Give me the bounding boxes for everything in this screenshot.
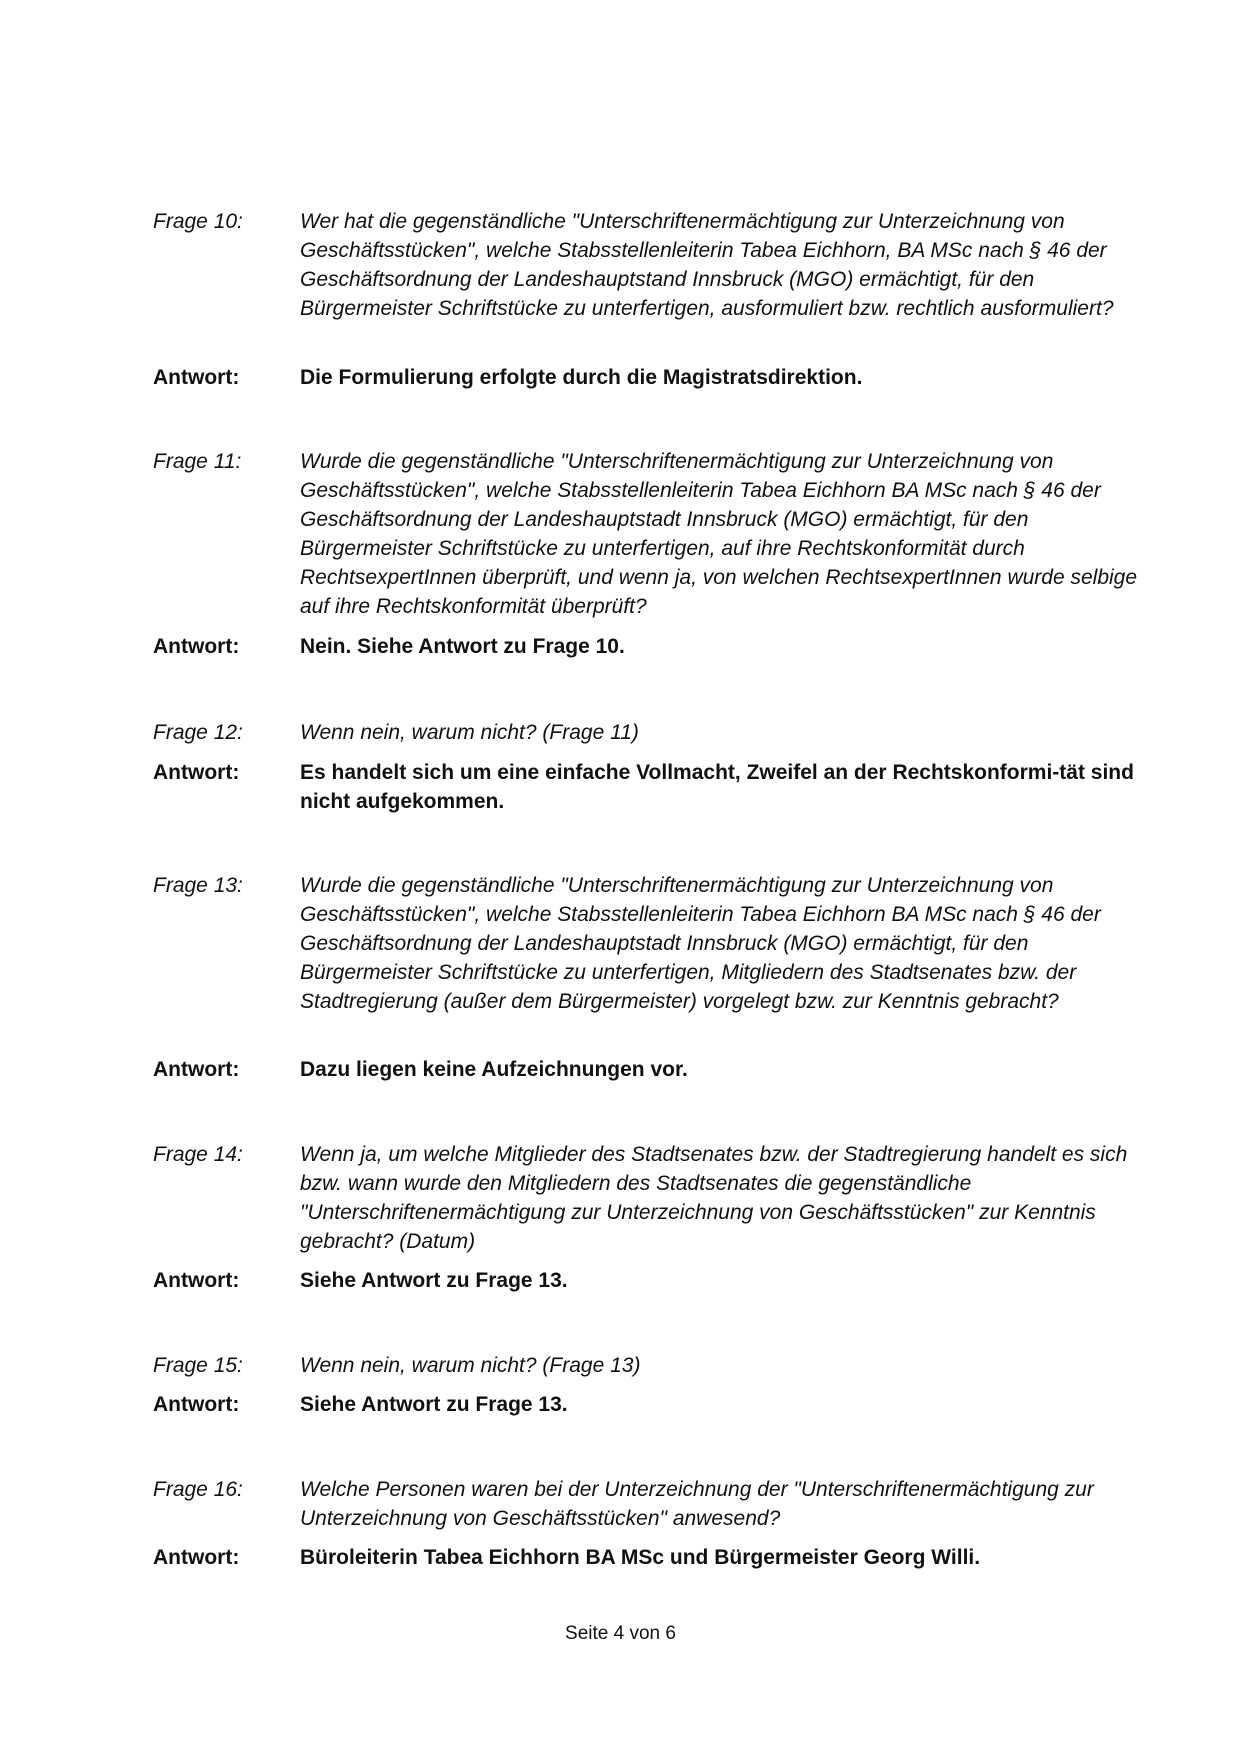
question-label: Frage 16: bbox=[153, 1478, 243, 1501]
answer-label: Antwort: bbox=[153, 635, 240, 658]
question-row-14 bbox=[153, 1140, 1143, 1256]
page-number: Seite 4 von 6 bbox=[565, 1623, 676, 1644]
answer-label: Antwort: bbox=[153, 1393, 240, 1416]
answer-row-13 bbox=[153, 1055, 1143, 1084]
answer-row-14 bbox=[153, 1266, 1143, 1295]
answer-text: Siehe Antwort zu Frage 13. bbox=[300, 1393, 568, 1416]
question-row-10 bbox=[153, 207, 1143, 323]
question-row-13 bbox=[153, 871, 1143, 1016]
question-label: Frage 13: bbox=[153, 874, 243, 897]
question-label: Frage 11: bbox=[153, 450, 242, 473]
answer-label: Antwort: bbox=[153, 1269, 240, 1292]
answer-label: Antwort: bbox=[153, 1058, 240, 1081]
question-row-12 bbox=[153, 718, 1143, 747]
question-text: Wer hat die gegenständliche "Unterschriftenermächtigung zur Unterzeichnung von Geschäftsstücken", welche Stabsstellenleiterin Tabea Eichhorn, BA MSc nach § 46 der Geschäftsordnung der Landeshauptstand Innsbruck (MGO) ermächtigt, für den Bürgermeister Schriftstücke zu unterfertigen, ausformuliert bzw. rechtlich ausformuliert? bbox=[300, 210, 1114, 320]
answer-text: Nein. Siehe Antwort zu Frage 10. bbox=[300, 635, 625, 658]
answer-label: Antwort: bbox=[153, 761, 240, 784]
question-label: Frage 10: bbox=[153, 210, 243, 233]
question-text: Welche Personen waren bei der Unterzeichnung der "Unterschriftenermächtigung zur Unterzeichnung von Geschäftsstücken" anwesend? bbox=[300, 1478, 1094, 1530]
answer-row-11 bbox=[153, 632, 1143, 661]
answer-text: Die Formulierung erfolgte durch die Magistratsdirektion. bbox=[300, 366, 863, 389]
question-row-11 bbox=[153, 447, 1143, 621]
answer-text: Dazu liegen keine Aufzeichnungen vor. bbox=[300, 1058, 688, 1081]
answer-label: Antwort: bbox=[153, 366, 240, 389]
question-text: Wurde die gegenständliche "Unterschriftenermächtigung zur Unterzeichnung von Geschäftsstücken", welche Stabsstellenleiterin Tabea Eichhorn BA MSc nach § 46 der Geschäftsordnung der Landeshauptstadt Innsbruck (MGO) ermächtigt, für den Bürgermeister Schriftstücke zu unterfertigen, auf ihre Rechtskonformität durch RechtsexpertInnen überprüft, und wenn ja, von welchen RechtsexpertInnen wurde selbige auf ihre Rechtskonformität überprüft? bbox=[300, 450, 1138, 618]
question-label: Frage 14: bbox=[153, 1143, 243, 1166]
answer-label: Antwort: bbox=[153, 1546, 240, 1569]
question-text: Wurde die gegenständliche "Unterschriftenermächtigung zur Unterzeichnung von Geschäftsstücken", welche Stabsstellenleiterin Tabea Eichhorn BA MSc nach § 46 der Geschäftsordnung der Landeshauptstadt Innsbruck (MGO) ermächtigt, für den Bürgermeister Schriftstücke zu unterfertigen, Mitgliedern des Stadtsenates bzw. der Stadtregierung (außer dem Bürgermeister) vorgelegt bzw. zur Kenntnis gebracht? bbox=[300, 874, 1101, 1013]
answer-row-16 bbox=[153, 1543, 1143, 1572]
answer-text: Büroleiterin Tabea Eichhorn BA MSc und Bürgermeister Georg Willi. bbox=[300, 1546, 981, 1569]
answer-row-15 bbox=[153, 1390, 1143, 1419]
question-label: Frage 12: bbox=[153, 721, 243, 744]
question-label: Frage 15: bbox=[153, 1354, 243, 1377]
question-row-16 bbox=[153, 1475, 1143, 1533]
question-text: Wenn nein, warum nicht? (Frage 13) bbox=[300, 1354, 641, 1377]
answer-text: Es handelt sich um eine einfache Vollmacht, Zweifel an der Rechtskonformi-tät sind nicht aufgekommen. bbox=[300, 761, 1134, 813]
question-text: Wenn nein, warum nicht? (Frage 11) bbox=[300, 721, 639, 744]
answer-row-12 bbox=[153, 758, 1143, 816]
answer-text: Siehe Antwort zu Frage 13. bbox=[300, 1269, 568, 1292]
question-text: Wenn ja, um welche Mitglieder des Stadtsenates bzw. der Stadtregierung handelt es sich bzw. wann wurde den Mitgliedern des Stadtsenates die gegenständliche "Unterschriftenermächtigung zur Unterzeichnung von Geschäftsstücken" zur Kenntnis gebracht? (Datum) bbox=[300, 1143, 1128, 1253]
answer-row-10 bbox=[153, 363, 1143, 392]
question-row-15 bbox=[153, 1351, 1143, 1380]
